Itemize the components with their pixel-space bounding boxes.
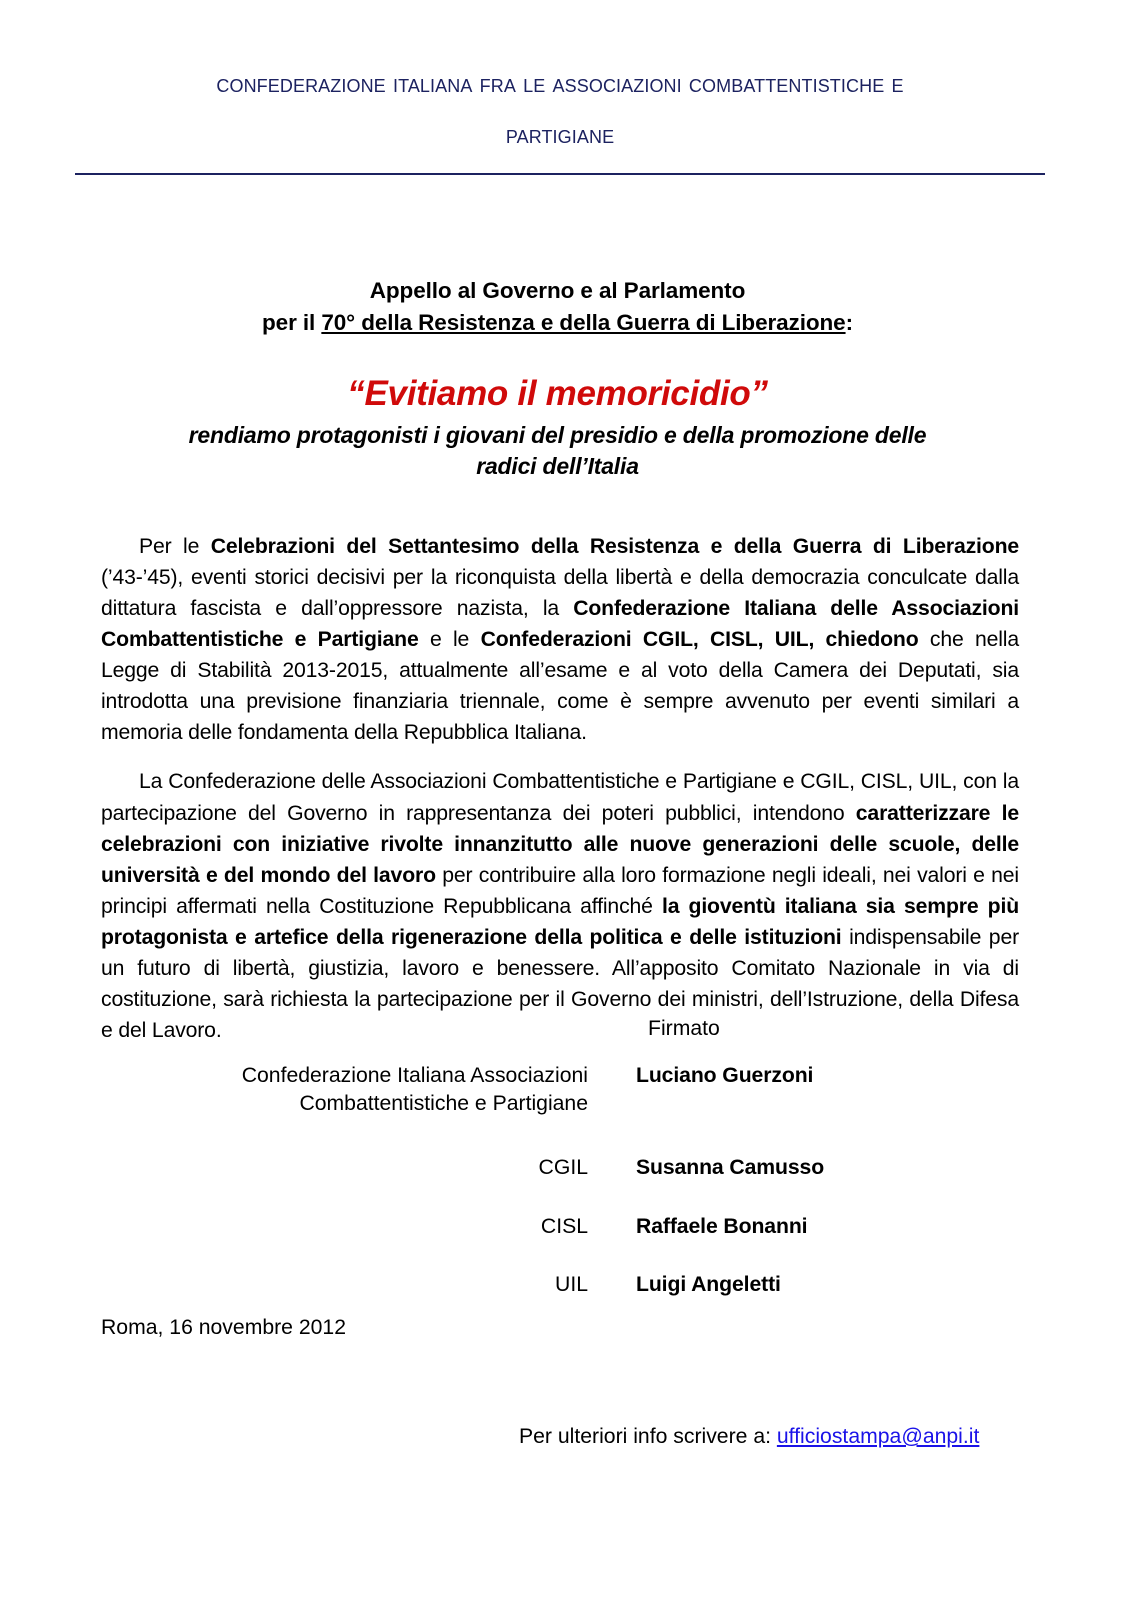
signature-name: Raffaele Bonanni — [636, 1214, 808, 1238]
appeal-heading-prefix: per il — [262, 309, 322, 335]
spacer-cell — [588, 1241, 636, 1271]
letterhead-line-1: confederazione italiana fra le associazioni combattentistiche e — [216, 70, 904, 98]
appeal-heading-line-1: Appello al Governo e al Parlamento — [369, 278, 746, 303]
p2-bold-2: la gioventù italiana sia sempre più protagonista e artefice della rigenerazione della politica e delle istituzioni — [101, 894, 1019, 949]
spacer-cell — [588, 1154, 636, 1182]
spacer-cell — [101, 1241, 588, 1271]
p1-segment-2: (’43-’45), eventi storici decisivi per la riconquista della libertà e della democrazia conculcate dalla dittatura fascista e dall’oppressore nazista, la — [101, 566, 1019, 621]
spacer-cell — [588, 1062, 636, 1118]
table-row — [101, 1213, 1019, 1241]
spacer-cell — [636, 1241, 1019, 1271]
spacer-cell — [588, 1183, 636, 1213]
spacer-cell — [636, 1183, 1019, 1213]
p2-segment-2: per contribuire alla loro formazione negli ideali, nei valori e nei principi affermati nella Costituzione Repubblicana affinché — [101, 863, 1019, 918]
signature-org: CGIL — [538, 1156, 588, 1180]
signature-org-line-2: Combattentistiche e Partigiane — [299, 1092, 588, 1116]
table-row — [101, 1062, 1019, 1118]
p1-segment-4: che nella Legge di Stabilità 2013-2015, attualmente all’esame e al voto della Camera dei Deputati, sia introdotta una previsione finanziaria triennale, come è sempre avvenuto per eventi similari a memoria delle fondamenta della Repubblica Italiana. — [101, 628, 1019, 745]
p2-segment-1: La Confederazione delle Associazioni Combattentistiche e Partigiane e CGIL, CISL, UIL, con la partecipazione del Governo in rappresentanza dei poteri pubblici, intendono — [101, 770, 1019, 825]
date-line: Roma, 16 novembre 2012 — [101, 1316, 346, 1339]
headline-evitiamo-il-memoricidio: “Evitiamo il memoricidio” — [347, 373, 768, 413]
signature-org — [101, 1062, 588, 1118]
spacer-row — [101, 1118, 1019, 1154]
paragraph-1 — [101, 531, 1019, 748]
subtitle-line-2: radici dell’Italia — [476, 453, 639, 480]
signature-name: Luigi Angeletti — [636, 1272, 781, 1296]
spacer-cell — [588, 1213, 636, 1241]
body-text — [101, 531, 1019, 1046]
signature-name: Luciano Guerzoni — [636, 1064, 814, 1087]
spacer-cell — [101, 1118, 588, 1154]
email-link[interactable]: ufficiostampa@anpi.it — [776, 1425, 980, 1448]
paragraph-2 — [101, 766, 1019, 1046]
signature-name: Susanna Camusso — [636, 1156, 825, 1180]
spacer-row — [101, 1241, 1019, 1271]
p1-bold-2: Confederazione Italiana delle Associazioni Combattentistiche e Partigiane — [101, 597, 1019, 652]
table-row — [101, 1271, 1019, 1299]
p2-bold-1: caratterizzare le celebrazioni con iniziative rivolte innanzitutto alle nuove generazioni delle scuole, delle università e del mondo del lavoro — [101, 801, 1019, 887]
contact-info-line — [519, 1425, 979, 1449]
appeal-heading-underlined: 70° della Resistenza e della Guerra di Liberazione — [321, 309, 846, 335]
p2-segment-3: indispensabile per un futuro di libertà, giustizia, lavoro e benessere. All’apposito Comitato Nazionale in via di costituzione, sarà richiesta la partecipazione per il Governo dei ministri, dell’Istruzione, della Difesa e del Lavoro. — [101, 925, 1019, 1042]
letterhead-line-2: partigiane — [505, 120, 615, 149]
p1-bold-3: Confederazioni CGIL, CISL, UIL, chiedono — [480, 628, 919, 652]
contact-info-prefix: Per ulteriori info scrivere a: — [519, 1425, 777, 1448]
table-row — [101, 1154, 1019, 1182]
signature-table — [101, 1062, 1019, 1299]
subtitle — [95, 420, 1020, 482]
signature-org: CISL — [540, 1214, 588, 1238]
spacer-row — [101, 1183, 1019, 1213]
p1-segment-1: Per le — [139, 535, 211, 558]
title-block — [95, 275, 1020, 482]
subtitle-line-1: rendiamo protagonisti i giovani del presidio e della promozione delle — [188, 422, 927, 449]
p1-segment-3: e le — [418, 628, 481, 652]
spacer-cell — [636, 1118, 1019, 1154]
letterhead — [75, 72, 1045, 148]
signature-org-line-1: Confederazione Italiana Associazioni — [241, 1064, 588, 1087]
appeal-heading-suffix: : — [845, 309, 853, 335]
appeal-heading — [95, 275, 1020, 339]
firmato-label: Firmato — [648, 1017, 720, 1040]
header-divider — [75, 173, 1045, 175]
spacer-cell — [588, 1271, 636, 1299]
spacer-cell — [101, 1183, 588, 1213]
spacer-cell — [588, 1118, 636, 1154]
signature-org: UIL — [555, 1272, 588, 1296]
p1-bold-1: Celebrazioni del Settantesimo della Resistenza e della Guerra di Liberazione — [210, 535, 1019, 558]
